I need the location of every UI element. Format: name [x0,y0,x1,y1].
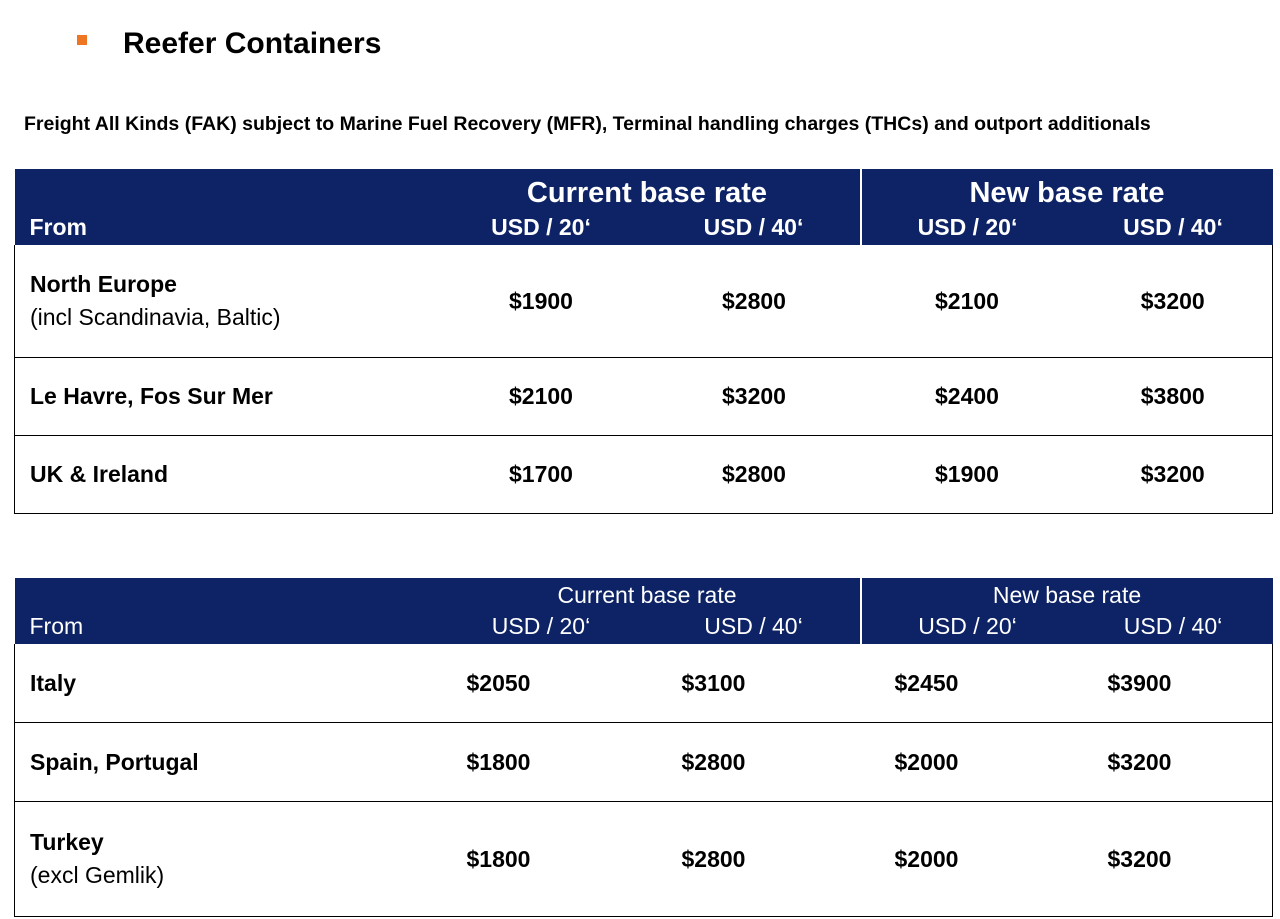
rate-cell: $2100 [861,245,1074,358]
unit-header: USD / 20‘ [861,210,1074,245]
table-row [15,723,1273,802]
header-group-row [15,578,1273,609]
region-cell [15,644,435,723]
table-row [15,436,1273,514]
reefer-rates-table-1 [14,169,1273,514]
header-spacer [15,169,435,210]
rate-cell: $3200 [1074,436,1273,514]
rate-cell: $2400 [861,358,1074,436]
table-row [15,245,1273,358]
rate-cell: $3100 [648,644,861,723]
region-name: Turkey [30,829,104,855]
table-row [15,802,1273,917]
region-cell [15,358,435,436]
region-name: Italy [30,669,77,696]
region-cell [15,436,435,514]
reefer-rates-table-2 [14,578,1273,917]
from-column-header: From [15,609,435,644]
region-name: UK & Ireland [30,461,169,487]
rate-cell: $2000 [861,802,1074,917]
region-note: (excl Gemlik) [30,862,165,888]
header-spacer [15,578,435,609]
from-column-header: From [15,210,435,245]
rate-cell: $1900 [435,245,648,358]
rate-cell: $3900 [1074,644,1273,723]
current-base-rate-header: Current base rate [435,169,861,210]
rate-cell: $2100 [435,358,648,436]
unit-header: USD / 20‘ [861,609,1074,644]
table-row [15,358,1273,436]
region-note: (incl Scandinavia, Baltic) [30,304,281,330]
unit-header: USD / 40‘ [648,210,861,245]
rate-cell: $2050 [435,644,648,723]
rate-cell: $2450 [861,644,1074,723]
unit-header: USD / 40‘ [648,609,861,644]
current-base-rate-header: Current base rate [435,578,861,609]
rate-cell: $2000 [861,723,1074,802]
region-name: North Europe [30,271,177,297]
page-title: Reefer Containers [123,27,382,60]
region-cell [15,245,435,358]
header-group-row [15,169,1273,210]
table-row [15,644,1273,723]
new-base-rate-header: New base rate [861,578,1273,609]
rate-cell: $3200 [648,358,861,436]
region-name: Spain, Portugal [30,748,199,775]
rate-cell: $3200 [1074,802,1273,917]
header-unit-row [15,609,1273,644]
unit-header: USD / 20‘ [435,210,648,245]
subtitle: Freight All Kinds (FAK) subject to Marine Fuel Recovery (MFR), Terminal handling charges (THCs) and outport additionals [24,113,1151,135]
rate-cell: $2800 [648,802,861,917]
header-unit-row [15,210,1273,245]
new-base-rate-header: New base rate [861,169,1273,210]
rate-cell: $1800 [435,723,648,802]
region-cell [15,723,435,802]
rate-cell: $1800 [435,802,648,917]
rate-cell: $2800 [648,245,861,358]
unit-header: USD / 20‘ [435,609,648,644]
rate-cell: $3800 [1074,358,1273,436]
unit-header: USD / 40‘ [1074,609,1273,644]
rate-cell: $2800 [648,723,861,802]
region-name: Le Havre, Fos Sur Mer [30,383,273,409]
rate-cell: $2800 [648,436,861,514]
rate-cell: $1700 [435,436,648,514]
rate-cell: $1900 [861,436,1074,514]
unit-header: USD / 40‘ [1074,210,1273,245]
bullet-icon [77,35,87,45]
rate-cell: $3200 [1074,245,1273,358]
region-cell [15,802,435,917]
rate-cell: $3200 [1074,723,1273,802]
